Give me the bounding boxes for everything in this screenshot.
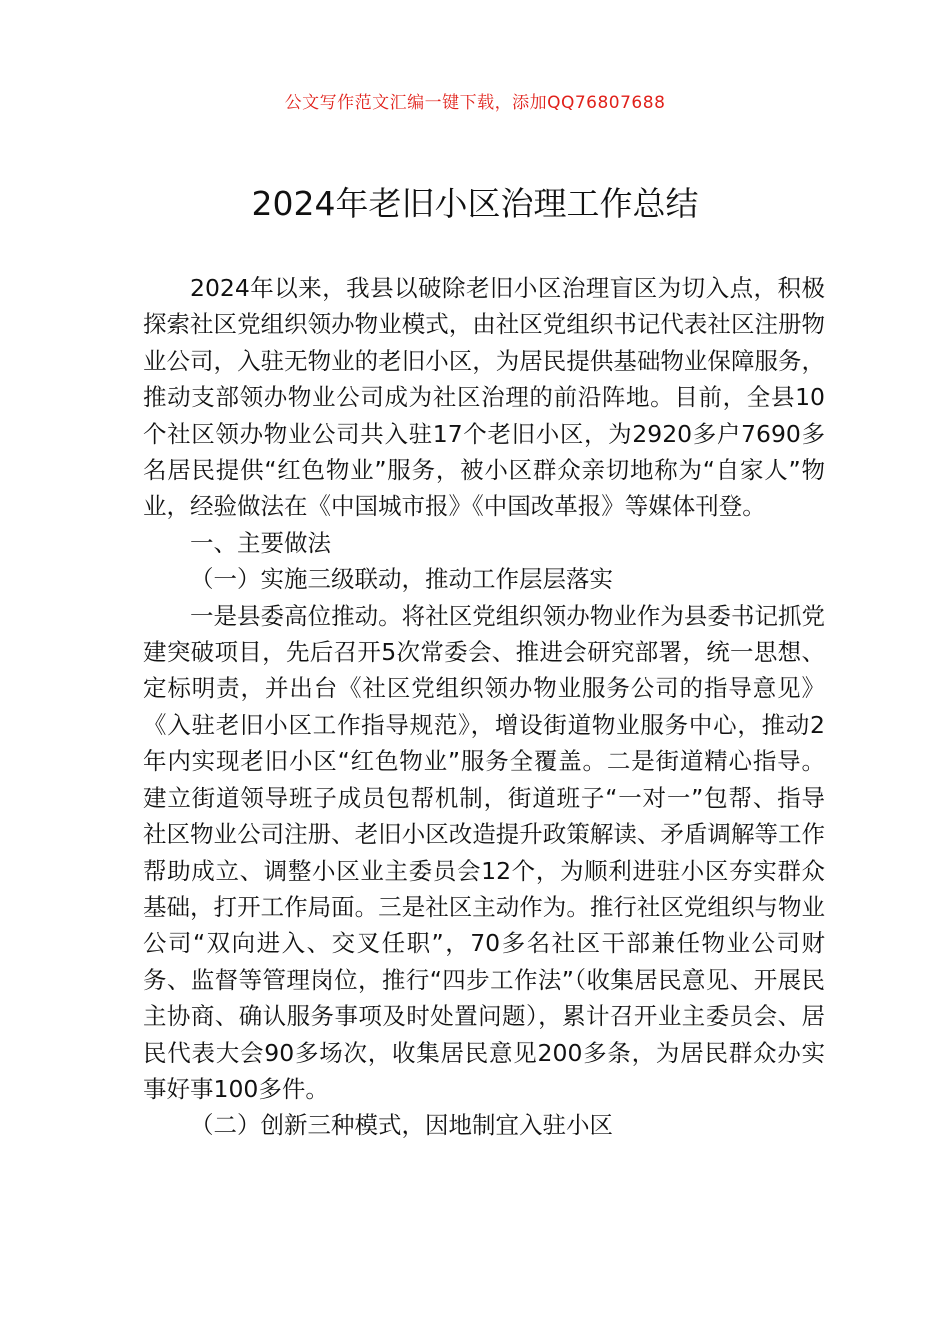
body-paragraph: 一是县委高位推动。将社区党组织领办物业作为县委书记抓党建突破项目，先后召开5次常委会、推进会研究部署，统一思想、定标明责，并出台《社区党组织领办物业服务公司的指导意见》《入驻老旧小区工作指导规范》，增设街道物业服务中心，推动2年内实现老旧小区“红色物业”服务全覆盖。二是街道精心指导。建立街道领导班子成员包帮机制，街道班子“一对一”包帮、指导社区物业公司注册、老旧小区改造提升政策解读、矛盾调解等工作帮助成立、调整小区业主委员会12个，为顺利进驻小区夯实群众基础，打开工作局面。三是社区主动作为。推行社区党组织与物业公司“双向进入、交叉任职”，70多名社区干部兼任物业公司财务、监督等管理岗位，推行“四步工作法”（收集居民意见、开展民主协商、确认服务事项及时处置问题），累计召开业主委员会、居民代表大会90多场次，收集居民意见200多条，为居民群众办实事好事100多件。 (143, 601, 825, 1103)
download-notice: 公文写作范文汇编一键下载，添加QQ76807688 (284, 93, 666, 113)
document-title: 2024年老旧小区治理工作总结 (251, 184, 699, 223)
subsection-heading: （二）创新三种模式，因地制宜入驻小区 (190, 1111, 613, 1140)
section-heading: 一、主要做法 (190, 528, 331, 557)
subsection-heading: （一）实施三级联动，推动工作层层落实 (190, 565, 613, 594)
document-body (143, 270, 825, 1144)
intro-paragraph: 2024年以来，我县以破除老旧小区治理盲区为切入点，积极探索社区党组织领办物业模式，由社区党组织书记代表社区注册物业公司，入驻无物业的老旧小区，为居民提供基础物业保障服务，推动支部领办物业公司成为社区治理的前沿阵地。目前，全县10个社区领办物业公司共入驻17个老旧小区，为2920多户7690多名居民提供“红色物业”服务，被小区群众亲切地称为“自家人”物业，经验做法在《中国城市报》《中国改革报》等媒体刊登。 (143, 274, 825, 521)
